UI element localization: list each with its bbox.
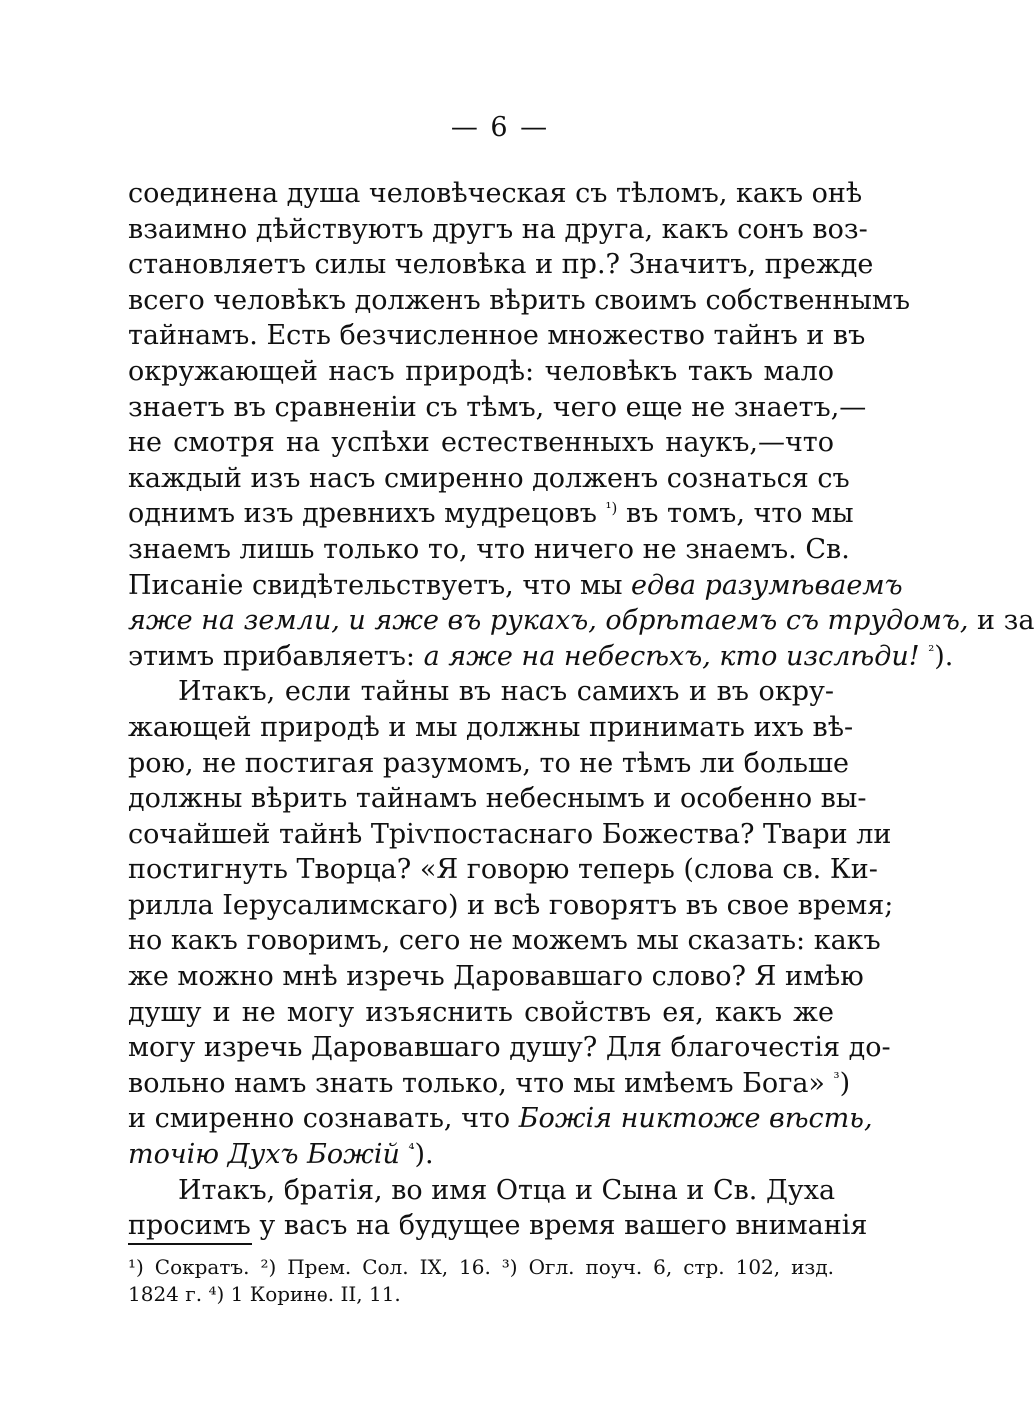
scripture-quote: точію Духъ Божій: [128, 1139, 400, 1171]
scripture-quote: а яже на небесѣхъ, кто изслѣди!: [423, 640, 920, 672]
text-fragment: [920, 641, 929, 672]
text-fragment: ).: [934, 640, 954, 672]
scripture-quote: яже на земли, и яже въ рукахъ, обрѣтаемъ съ трудомъ,: [128, 605, 969, 637]
text-line: [128, 603, 1034, 639]
scripture-quote: Божія никтоже вѣсть,: [518, 1103, 873, 1135]
text-line: же можно мнѣ изречь Даровавшаго слово? Я имѣю: [128, 961, 864, 993]
text-line: всего человѣкъ долженъ вѣрить своимъ собственнымъ: [128, 284, 911, 316]
footnote-marker: ³: [833, 1068, 840, 1087]
text-line: знаемъ лишь только то, что ничего не знаемъ. Св.: [128, 533, 850, 565]
text-line: взаимно дѣйствуютъ другъ на друга, какъ сонъ воз-: [128, 213, 868, 245]
text-line: должны вѣрить тайнамъ небеснымъ и особенно вы-: [128, 783, 867, 815]
footnote-line: ¹) Сократъ. ²) Прем. Сол. IX, 16. ³) Огл. поуч. 6, стр. 102, изд.: [128, 1255, 834, 1279]
text-line: окружающей насъ природѣ: человѣкъ такъ мало: [128, 355, 834, 387]
text-line: [128, 1137, 834, 1173]
text-fragment: вольно намъ знать только, что мы имѣемъ Бога»: [128, 1067, 834, 1099]
text-line: Итакъ, если тайны въ насъ самихъ и въ окру-: [178, 676, 834, 708]
text-line: душу и не могу изъяснить свойствъ ея, какъ же: [128, 996, 834, 1028]
text-line: рою, не постигая разумомъ, то не тѣмъ ли больше: [128, 747, 850, 779]
text-line: каждый изъ насъ смиренно долженъ сознаться съ: [128, 462, 850, 494]
footnotes: [128, 1254, 834, 1308]
text-fragment: однимъ изъ древнихъ мудрецовъ: [128, 498, 606, 530]
text-fragment: и за: [968, 605, 1034, 637]
text-fragment: ): [839, 1067, 851, 1099]
text-line: [128, 1066, 851, 1102]
text-line: просимъ у васъ на будущее время вашего вниманія: [128, 1210, 868, 1242]
text-line: жающей природѣ и мы должны принимать ихъ вѣ-: [128, 711, 854, 743]
text-fragment: и смиренно сознавать, что: [128, 1103, 519, 1135]
text-line: рилла Іерусалимскаго) и всѣ говорятъ въ свое время;: [128, 889, 894, 921]
text-fragment: въ томъ, что мы: [617, 498, 854, 530]
footnote-marker: ²: [928, 641, 935, 660]
text-line: постигнуть Творца? «Я говорю теперь (слова св. Ки-: [128, 854, 878, 886]
text-line: могу изречь Даровавшаго душу? Для благочестія до-: [128, 1032, 891, 1064]
text-line: Итакъ, братія, во имя Отца и Сына и Св. Духа: [178, 1174, 836, 1206]
text-line: [128, 1101, 873, 1137]
text-line: но какъ говоримъ, сего не можемъ мы сказать: какъ: [128, 925, 881, 957]
text-line: не смотря на успѣхи естественныхъ наукъ,—что: [128, 427, 834, 459]
text-line: соединена душа человѣческая съ тѣломъ, какъ онѣ: [128, 178, 863, 209]
text-line: становляетъ силы человѣка и пр.? Значитъ, прежде: [128, 249, 874, 281]
page-number: — 6 —: [450, 112, 550, 143]
footnote-divider: [128, 1243, 252, 1245]
scripture-quote: едва разумѣваемъ: [631, 569, 903, 601]
text-line: [128, 568, 903, 604]
text-line: сочайшей тайнѣ Тріѵпостаснаго Божества? Твари ли: [128, 818, 892, 850]
text-line: [128, 639, 954, 675]
main-text: [128, 176, 1034, 1244]
footnote-marker: ⁴: [408, 1140, 415, 1159]
text-line: тайнамъ. Есть безчисленное множество тайнъ и въ: [128, 320, 866, 352]
footnote-line: 1824 г. ⁴) 1 Коринѳ. II, 11.: [128, 1282, 401, 1306]
text-line: [128, 496, 854, 532]
text-fragment: этимъ прибавляетъ:: [128, 640, 424, 672]
text-line: знаетъ въ сравненіи съ тѣмъ, чего еще не знаетъ,—: [128, 391, 867, 423]
footnote-marker: ¹): [605, 499, 618, 518]
text-fragment: Писаніе свидѣтельствуетъ, что мы: [128, 569, 632, 601]
text-fragment: ).: [414, 1139, 434, 1171]
